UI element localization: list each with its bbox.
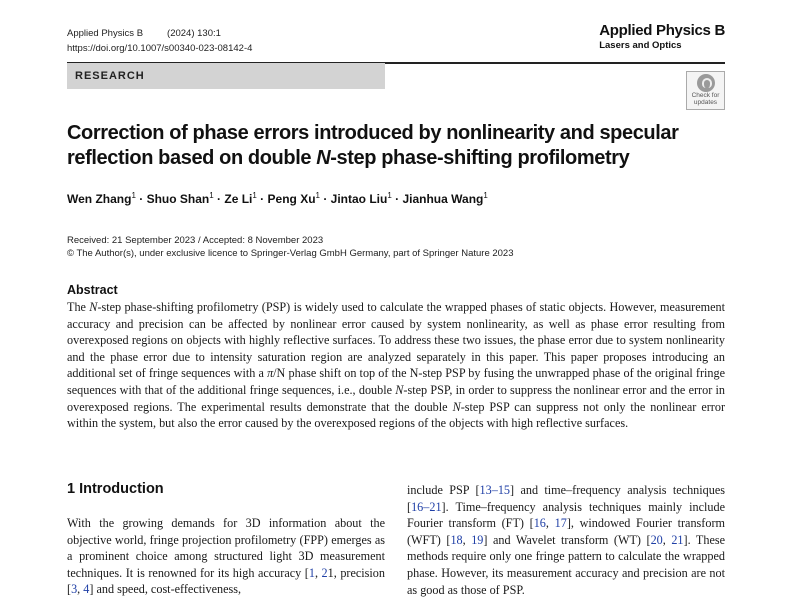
citation-link[interactable]: 17 [554, 516, 567, 531]
check-for-updates-badge[interactable] [686, 71, 725, 110]
journal-title: Applied Physics B [599, 22, 725, 39]
journal-logo [599, 22, 725, 51]
citation-link[interactable]: 20 [650, 532, 663, 547]
author-name[interactable]: Ze Li [224, 192, 253, 206]
author-list: Wen Zhang$^1$ · Shuo Shan$^1$ · Ze $Li^1$ · Peng $Xu^1$ · Jintao Liu$^1$ · Jianhua Wang$^1$ [67, 191, 488, 206]
citation-link[interactable]: 19 [471, 532, 484, 547]
article-meta [67, 26, 252, 56]
publication-dates [67, 234, 514, 260]
abstract-body: The N-step phase-shifting profilometry (PSP) is widely used to calculate the wrapped phases of static objects. However, measurement accuracy and precision can be affected by nonlinear error caused by system nonlinearity, as well as phase error resulting from overexposed regions on objects with highly reflective surfaces. To address these two issues, the phase error due to system nonlinearity and the phase error due to intensity saturation region are analyzed separately in this paper. This paper proposes introducing an additional set of fringe sequences with a π/N phase shift on top of the N-step PSP by fusing the unwrapped phase of the original fringe sequences with that of the additional fringe sequences, i.e., double N-step PSP, in order to suppress the nonlinear error and the error in overexposed regions. The experimental results demonstrate that the double N-step PSP can suppress not only the nonlinear error within the system, but also the error caused by the overexposed regions of the objects with high reflective surfaces. [67, 300, 726, 431]
badge-line2: updates [693, 99, 718, 106]
intro-right-column: include PSP [13–15] and time–frequency analysis techniques [16–21]. Time–frequency analysis techniques mainly include Fourier transform (FT) [16, 17], windowed Fourier transform (WFT) [18, 19] and Wavelet transform (WT) [20, 21]. These methods require only one fringe pattern to calculate the wrapped phase. However, its measurement accuracy and precision are not as good as those of PSP. [407, 483, 726, 597]
citation-link[interactable]: 3 [71, 582, 78, 597]
received-accepted: Received: 21 September 2023 / Accepted: 8 November 2023 [67, 235, 324, 246]
citation-link[interactable]: 16–21 [411, 499, 442, 514]
citation-link[interactable]: 2 [321, 565, 328, 580]
badge-line1: Check for [691, 92, 720, 99]
citation-link[interactable]: 16 [533, 516, 546, 531]
article-title: Correction of phase errors introduced by nonlinearity and specular reflection based on double N-step phase-shifting profilometry [67, 122, 679, 169]
citation-link[interactable]: 21 [671, 532, 684, 547]
citation-link[interactable]: 1 [308, 565, 315, 580]
author-name[interactable]: Jintao Liu [330, 192, 388, 206]
author-name[interactable]: Wen Zhang [67, 192, 132, 206]
citation-link[interactable]: 13–15 [479, 483, 511, 497]
author-name[interactable]: Jianhua Wang [402, 192, 484, 206]
author-name[interactable]: Shuo Shan [146, 192, 210, 206]
journal-short-name: Applied Physics B [67, 28, 144, 39]
citation-link[interactable]: 18 [450, 532, 463, 547]
volume-info: (2024) 130:1 [167, 28, 221, 39]
abstract-heading: Abstract [67, 283, 118, 297]
section-heading-introduction: 1 Introduction [67, 481, 164, 497]
bookmark-icon [697, 74, 715, 92]
copyright-notice: © The Author(s), under exclusive licence to Springer-Verlag GmbH Germany, part of Springer Nature 2023 [67, 248, 514, 259]
citation-link[interactable]: 4 [83, 582, 90, 597]
journal-subtitle: Lasers and Optics [599, 40, 682, 51]
doi-link[interactable]: https://doi.org/10.1007/s00340-023-08142-4 [67, 43, 253, 54]
intro-left-column: With the growing demands for 3D information about the objective world, fringe projection profilometry (FPP) emerges as a prominent choice among structured light 3D measurement techniques. It is renowned for its high accuracy [1, 21, precision [3, 4] and speed, cost-effectiveness, [67, 516, 385, 597]
article-type-banner: RESEARCH [67, 63, 385, 89]
author-name[interactable]: Peng Xu [267, 192, 316, 206]
